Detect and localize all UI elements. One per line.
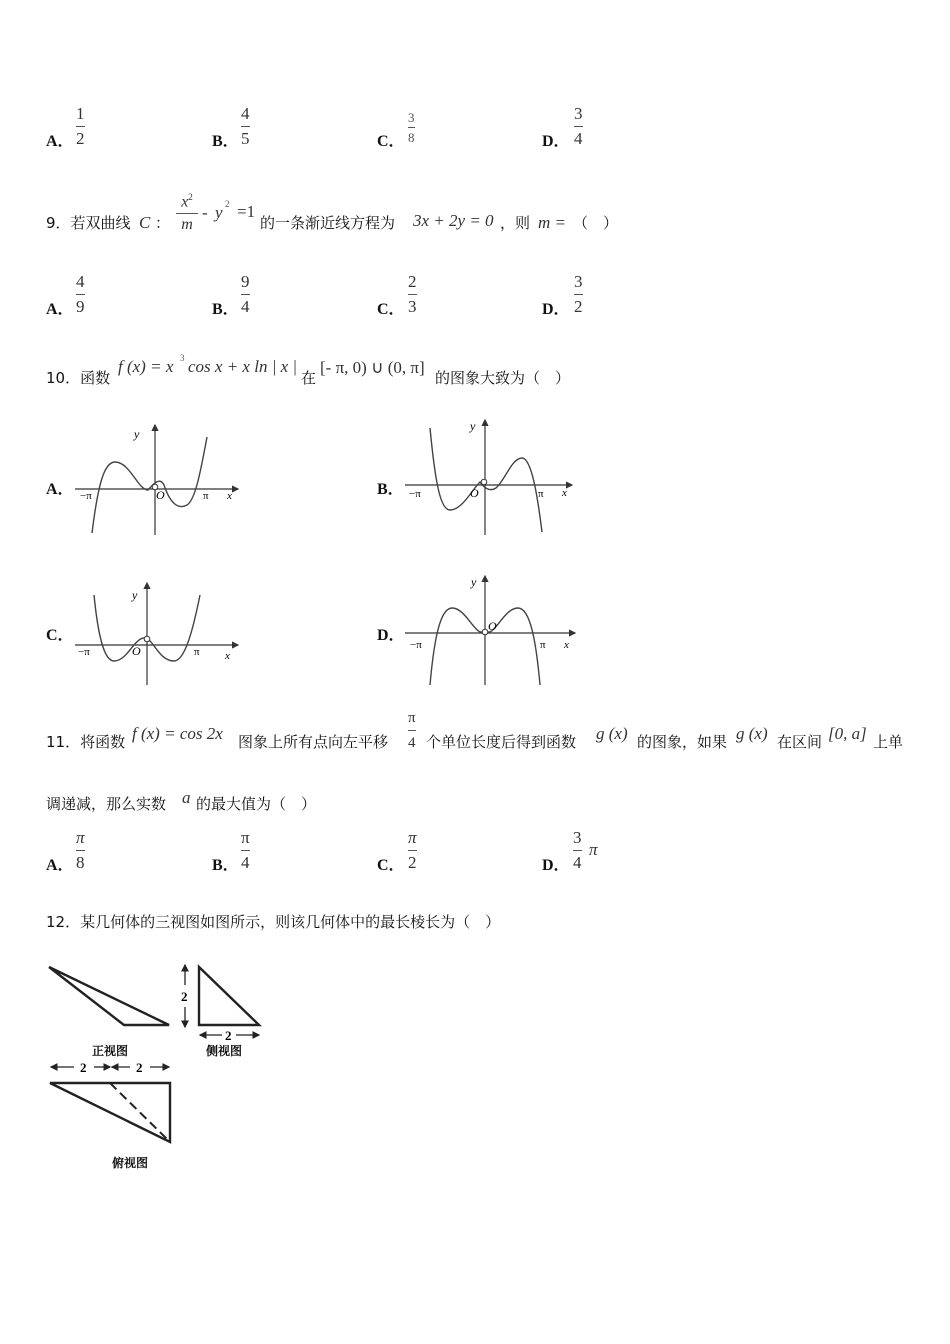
y-label: y — [134, 427, 140, 441]
q9-y: y — [215, 203, 223, 222]
q10-option-b-label: B． — [377, 481, 404, 498]
pi-label: π — [540, 639, 546, 651]
q10-graph-d — [400, 570, 580, 690]
q11-prefix: 11．将函数 — [46, 733, 126, 751]
q10-option-a-label: A． — [46, 481, 74, 498]
numerator: 3 — [573, 828, 582, 847]
x-label: x — [225, 650, 230, 662]
origin-hole — [481, 479, 487, 485]
q9-y-exponent: 2 — [225, 199, 230, 209]
q11-g-first: g (x) — [596, 724, 628, 743]
q8-option-a-label: A． — [46, 133, 74, 150]
q8-option-a-fraction — [76, 104, 85, 149]
denominator: 8 — [76, 853, 85, 872]
q9-fraction — [176, 188, 198, 234]
q9-prefix: 9．若双曲线 — [46, 214, 131, 232]
denominator: 4 — [574, 129, 583, 148]
q9-curve-name: C — [139, 213, 151, 232]
x-label: x — [562, 487, 567, 499]
pi-label: π — [538, 488, 544, 500]
q10-graph-b — [400, 410, 580, 540]
q11-option-b-fraction — [241, 828, 250, 873]
numerator: 3 — [574, 272, 583, 291]
q11-option-a-label: A． — [46, 857, 74, 874]
y-label: y — [471, 575, 477, 589]
neg-pi-label: −π — [410, 639, 422, 651]
neg-pi-label: −π — [80, 490, 92, 502]
q10-option-c-label: C． — [46, 627, 74, 644]
q10-graph-c — [70, 575, 245, 690]
q11-line2a: 调递减，那么实数 — [46, 795, 167, 813]
side-width-dim-label: 2 — [225, 1028, 232, 1043]
q12-three-views — [44, 955, 274, 1175]
numerator: 3 — [408, 110, 415, 125]
curve — [92, 437, 207, 533]
q9-option-b-label: B． — [212, 301, 239, 318]
top-view-caption: 俯视图 — [112, 1156, 149, 1170]
q9-option-d-fraction — [574, 272, 583, 317]
denominator: 3 — [408, 297, 417, 316]
q8-option-d-fraction — [574, 104, 583, 149]
m-var: m — [181, 216, 193, 234]
side-view-triangle — [199, 967, 259, 1025]
numerator: π — [408, 828, 417, 847]
q11-line2b: 的最大值为（ ） — [196, 795, 317, 813]
q11-g-second: g (x) — [736, 724, 768, 743]
q9-option-a-fraction — [76, 272, 85, 317]
front-view-triangle — [49, 967, 169, 1025]
q10-domain: [- π, 0) ∪ (0, π] — [320, 358, 425, 377]
pi-label: π — [203, 490, 209, 502]
q11-mid5: 上单 — [873, 733, 904, 751]
q9-option-a-label: A． — [46, 301, 74, 318]
numerator: 4 — [76, 272, 85, 291]
numerator: 3 — [574, 104, 583, 123]
q8-option-b-label: B． — [212, 133, 239, 150]
top-view-hidden-edge — [110, 1083, 168, 1140]
numerator: π — [408, 710, 416, 726]
q11-option-c-label: C． — [377, 857, 405, 874]
q8-option-d-label: D． — [542, 133, 570, 150]
q10-prefix: 10．函数 — [46, 369, 111, 387]
q8-option-c-fraction — [408, 110, 415, 145]
q9-paren: （ ） — [573, 214, 619, 232]
denominator: 2 — [408, 853, 417, 872]
q11-a-var: a — [182, 788, 191, 807]
q9-asymptote: 3x + 2y = 0 — [413, 211, 494, 230]
numerator: 9 — [241, 272, 250, 291]
numerator: 4 — [241, 104, 250, 123]
q11-option-d-fraction — [573, 828, 582, 873]
q11-option-b-label: B． — [212, 857, 239, 874]
q9-then: ，则 — [500, 214, 531, 232]
x-label: x — [227, 490, 232, 502]
pi-label: π — [194, 646, 200, 658]
origin-hole — [144, 636, 150, 642]
q11-mid2: 个单位长度后得到函数 — [426, 733, 577, 751]
q11-option-d-label: D． — [542, 857, 570, 874]
numerator: π — [76, 828, 85, 847]
q11-option-c-fraction — [408, 828, 417, 873]
q9-option-c-label: C． — [377, 301, 405, 318]
q10-graph-a — [70, 415, 245, 540]
q11-mid4: 在区间 — [777, 733, 823, 751]
top-view-triangle — [50, 1083, 170, 1142]
neg-pi-label: −π — [409, 488, 421, 500]
denominator: 4 — [573, 853, 582, 872]
q11-mid1: 图象上所有点向左平移 — [238, 733, 389, 751]
numerator: π — [241, 828, 250, 847]
origin-label: O — [470, 486, 479, 500]
q10-in: 在 — [301, 369, 317, 387]
q9-mid: 的一条渐近线方程为 — [260, 214, 396, 232]
origin-label: O — [156, 488, 165, 502]
denominator: 4 — [408, 735, 416, 751]
q11-shift-fraction — [408, 708, 416, 753]
denominator: 9 — [76, 297, 85, 316]
q11-option-d-pi: π — [589, 840, 598, 859]
x-var: x — [181, 193, 189, 211]
y-label: y — [132, 588, 138, 602]
front-view-caption: 正视图 — [92, 1044, 129, 1058]
q10-function: f (x) = x — [118, 357, 174, 376]
q10-cube: 3 — [180, 353, 185, 363]
denominator: 2 — [574, 297, 583, 316]
numerator: 2 — [408, 272, 417, 291]
q8-option-c-label: C． — [377, 133, 405, 150]
height-dim-label: 2 — [181, 989, 188, 1004]
q9-option-d-label: D． — [542, 301, 570, 318]
origin-hole — [482, 629, 488, 635]
q9-m-equals: m = — [538, 213, 566, 232]
q11-function: f (x) = cos 2x — [132, 724, 223, 743]
denominator: 2 — [76, 129, 85, 148]
side-view-caption: 侧视图 — [206, 1044, 243, 1058]
q9-colon: ： — [155, 214, 171, 232]
top-dim-label-2: 2 — [136, 1060, 143, 1075]
q10-function-rest: cos x + x ln | x | — [188, 357, 298, 376]
denominator: 4 — [241, 853, 250, 872]
q9-minus: - — [202, 203, 208, 222]
y-label: y — [470, 419, 476, 433]
neg-pi-label: −π — [78, 646, 90, 658]
q10-suffix: 的图象大致为（ ） — [435, 369, 571, 387]
q8-option-b-fraction — [241, 104, 250, 149]
q9-option-c-fraction — [408, 272, 417, 317]
x-label: x — [564, 639, 569, 651]
q10-option-d-label: D． — [377, 627, 405, 644]
exponent: 2 — [188, 192, 193, 202]
q11-interval: [0, a] — [828, 724, 867, 743]
q11-option-a-fraction — [76, 828, 85, 873]
denominator: 5 — [241, 129, 250, 148]
denominator: 4 — [241, 297, 250, 316]
q9-eq1: =1 — [237, 202, 256, 221]
numerator: 1 — [76, 104, 85, 123]
q12-stem: 12．某几何体的三视图如图所示，则该几何体中的最长棱长为（ ） — [46, 913, 501, 931]
origin-label: O — [132, 644, 141, 658]
q11-mid3: 的图象，如果 — [637, 733, 728, 751]
denominator: 8 — [408, 130, 415, 145]
top-dim-label-1: 2 — [80, 1060, 87, 1075]
origin-label: O — [488, 619, 497, 633]
q9-option-b-fraction — [241, 272, 250, 317]
